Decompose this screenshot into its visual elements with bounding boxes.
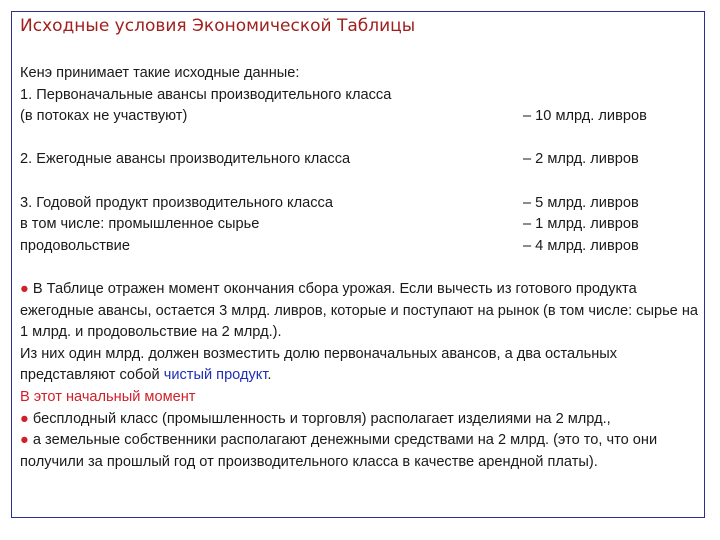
bullet-icon: ●: [20, 432, 29, 449]
bullet-text: бесплодный класс (промышленность и торговля) располагает изделиями на 2 млрд.,: [32, 410, 611, 427]
intro-line: [20, 63, 702, 85]
bullet-text: а земельные собственники располагают денежными средствами на 2 млрд. (это то, что они получили за прошлый год от производительного класса в качестве арендной платы).: [20, 432, 658, 470]
item-label: в том числе: промышленное сырье: [20, 216, 260, 233]
item-row: [20, 85, 702, 107]
intro-text: Кенэ принимает такие исходные данные:: [20, 65, 300, 81]
item-label: 2. Ежегодные авансы производительного класса: [20, 151, 351, 168]
item-value: – 2 млрд. ливров: [523, 151, 639, 168]
item-row: [20, 193, 702, 215]
moment-heading: В этот начальный момент: [20, 388, 196, 405]
slide-body: [20, 63, 702, 473]
item-label: продовольствие: [20, 237, 130, 254]
paragraph-harvest: [20, 279, 702, 344]
item-label: 3. Годовой продукт производительного класса: [20, 194, 333, 211]
spacer: [20, 128, 702, 150]
paragraph-net-product: [20, 344, 702, 387]
bullet-item-sterile-class: [20, 409, 702, 431]
item-value: – 1 млрд. ливров: [523, 216, 639, 233]
item-value: – 4 млрд. ливров: [523, 237, 639, 254]
item-row: [20, 149, 702, 171]
paragraph-harvest-text: В Таблице отражен момент окончания сбора урожая. Если вычесть из готового продукта ежегодные авансы, остается 3 млрд. ливров, которые и поступают на рынок (в том числе: сырье на 1 млрд. и продовольствие на 2 млрд.).: [20, 280, 699, 341]
item-label: (в потоках не участвуют): [20, 108, 188, 125]
slide-title: Исходные условия Экономической Таблицы: [20, 16, 416, 36]
bullet-icon: ●: [20, 280, 29, 297]
paragraph-net-product-text: Из них один млрд. должен возместить долю первоначальных авансов, а два остальных представляют собой: [20, 345, 618, 384]
paragraph-end-punct: .: [267, 367, 272, 384]
item-row: [20, 236, 702, 258]
bullet-icon: ●: [20, 410, 29, 427]
bullet-item-landowners: [20, 430, 702, 473]
item-label: 1. Первоначальные авансы производительного класса: [20, 86, 392, 103]
item-row: [20, 214, 702, 236]
item-row: [20, 106, 702, 128]
net-product-highlight: чистый продукт: [163, 367, 268, 384]
spacer: [20, 171, 702, 193]
item-value: – 5 млрд. ливров: [523, 194, 639, 211]
item-value: – 10 млрд. ливров: [523, 108, 647, 125]
spacer: [20, 257, 702, 279]
